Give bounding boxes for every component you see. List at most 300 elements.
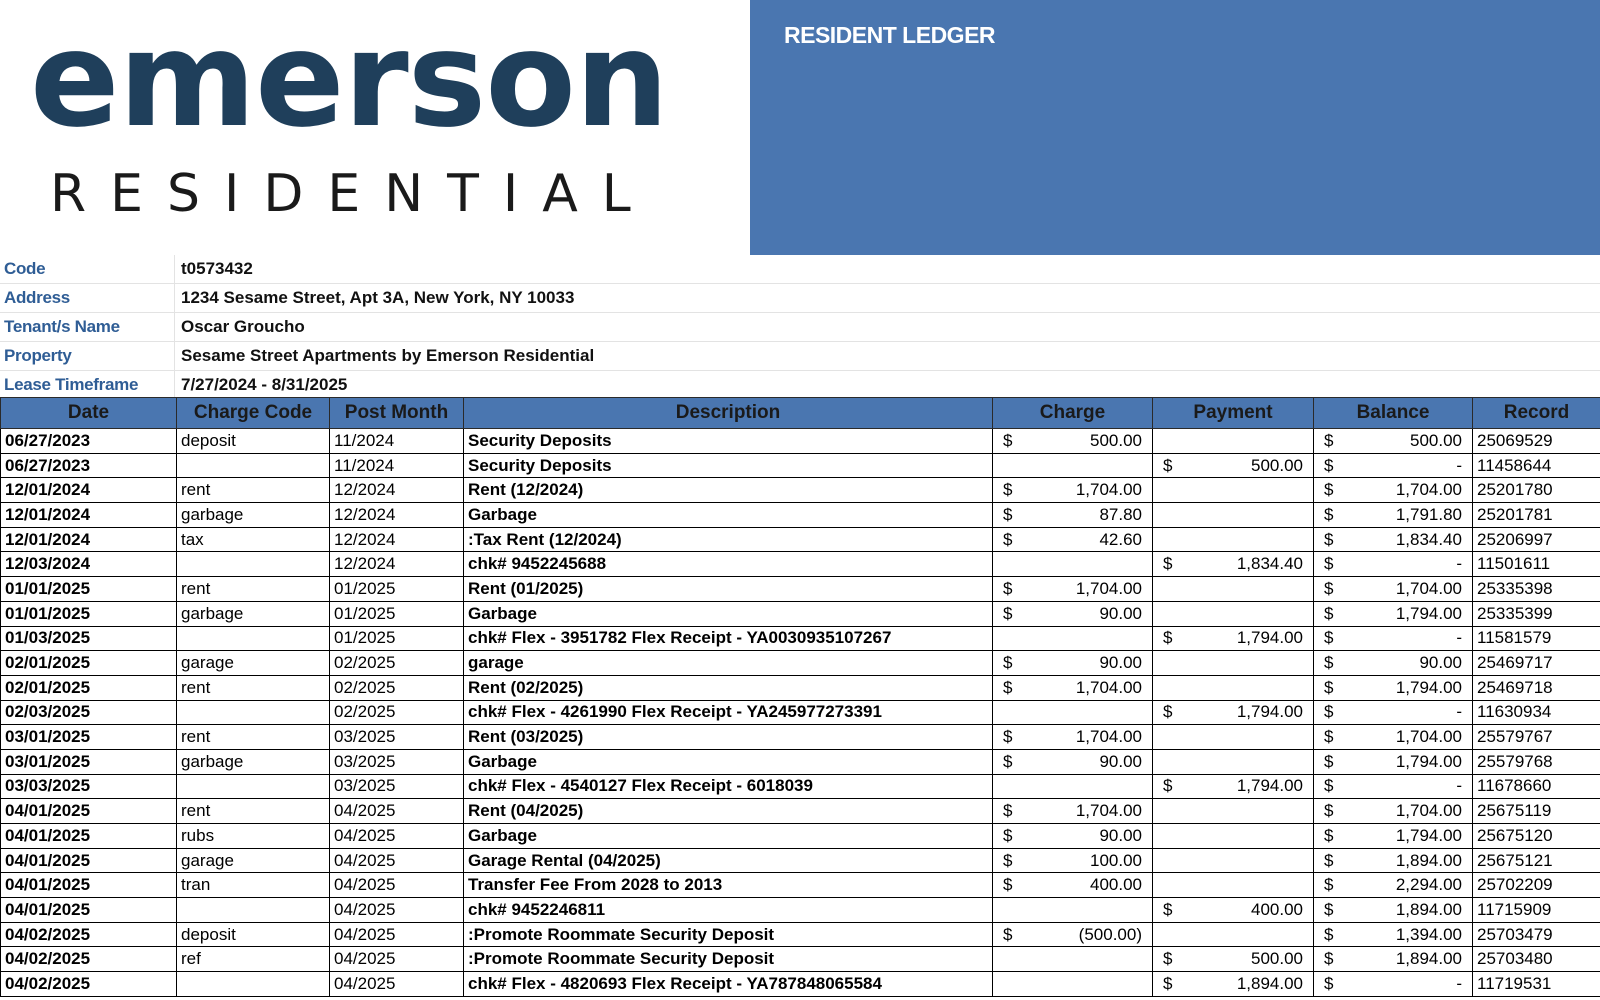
charge-amount: 90.00	[1099, 751, 1142, 771]
logo-wordmark: emerson	[30, 3, 668, 157]
charge-cell	[993, 577, 1153, 602]
info-value: t0573432	[181, 259, 253, 278]
info-label: Code	[0, 255, 175, 283]
charge-cell	[993, 824, 1153, 849]
charge-amount: 42.60	[1099, 529, 1142, 549]
post-cell: 01/2025	[330, 626, 464, 651]
currency-symbol: $	[1003, 603, 1013, 623]
charge-cell	[993, 873, 1153, 898]
balance-amount: 1,794.00	[1395, 751, 1462, 771]
record-cell: 25201780	[1473, 478, 1600, 503]
date-cell: 02/03/2025	[1, 700, 177, 725]
table-row	[1, 675, 1600, 700]
table-header-row	[1, 398, 1600, 429]
charge-cell	[993, 429, 1153, 454]
code-cell: tax	[177, 527, 330, 552]
payment-cell	[1153, 873, 1314, 898]
desc-cell: :Promote Roommate Security Deposit	[464, 947, 993, 972]
charge-amount: 87.80	[1099, 504, 1142, 524]
table-row	[1, 651, 1600, 676]
table-row	[1, 848, 1600, 873]
table-row	[1, 799, 1600, 824]
balance-amount: 1,704.00	[1395, 578, 1462, 598]
record-cell: 25702209	[1473, 873, 1600, 898]
currency-symbol: $	[1324, 899, 1334, 919]
currency-symbol: $	[1003, 850, 1013, 870]
column-header: Record	[1473, 398, 1600, 429]
code-cell: rent	[177, 675, 330, 700]
payment-cell	[1153, 972, 1314, 997]
column-header: Date	[1, 398, 177, 429]
currency-symbol: $	[1324, 430, 1334, 450]
date-cell: 06/27/2023	[1, 429, 177, 454]
record-cell: 25579768	[1473, 749, 1600, 774]
emerson-residential-logo	[0, 0, 750, 255]
record-cell: 25703480	[1473, 947, 1600, 972]
currency-symbol: $	[1324, 751, 1334, 771]
balance-amount: 1,794.00	[1395, 825, 1462, 845]
table-row	[1, 527, 1600, 552]
code-cell: rent	[177, 478, 330, 503]
balance-cell	[1314, 700, 1473, 725]
payment-cell	[1153, 626, 1314, 651]
record-cell: 25675120	[1473, 824, 1600, 849]
desc-cell: Transfer Fee From 2028 to 2013	[464, 873, 993, 898]
balance-cell	[1314, 848, 1473, 873]
currency-symbol: $	[1324, 504, 1334, 524]
payment-cell	[1153, 651, 1314, 676]
table-row	[1, 824, 1600, 849]
charge-amount: 400.00	[1090, 875, 1142, 895]
payment-cell	[1153, 749, 1314, 774]
payment-cell	[1153, 503, 1314, 528]
payment-cell	[1153, 799, 1314, 824]
charge-cell	[993, 799, 1153, 824]
balance-amount: -	[1456, 973, 1462, 993]
balance-cell	[1314, 429, 1473, 454]
info-value: Sesame Street Apartments by Emerson Residential	[181, 346, 595, 365]
payment-amount: 1,894.00	[1236, 973, 1303, 993]
currency-symbol: $	[1324, 776, 1334, 796]
charge-amount: 500.00	[1090, 430, 1142, 450]
charge-cell	[993, 527, 1153, 552]
code-cell	[177, 626, 330, 651]
desc-cell: Rent (12/2024)	[464, 478, 993, 503]
tenant-info-block	[0, 255, 1600, 400]
info-value: Oscar Groucho	[181, 317, 305, 336]
balance-amount: -	[1456, 702, 1462, 722]
currency-symbol: $	[1003, 529, 1013, 549]
charge-cell	[993, 700, 1153, 725]
info-row	[0, 313, 1600, 342]
post-cell: 01/2025	[330, 577, 464, 602]
date-cell: 01/01/2025	[1, 577, 177, 602]
date-cell: 01/01/2025	[1, 601, 177, 626]
charge-amount: 90.00	[1099, 825, 1142, 845]
table-row	[1, 577, 1600, 602]
record-cell: 11630934	[1473, 700, 1600, 725]
date-cell: 12/01/2024	[1, 478, 177, 503]
column-header: Charge	[993, 398, 1153, 429]
table-row	[1, 601, 1600, 626]
balance-cell	[1314, 873, 1473, 898]
date-cell: 04/02/2025	[1, 972, 177, 997]
charge-cell	[993, 453, 1153, 478]
payment-cell	[1153, 429, 1314, 454]
charge-cell	[993, 601, 1153, 626]
info-value: 1234 Sesame Street, Apt 3A, New York, NY 10033	[181, 288, 575, 307]
payment-amount: 1,794.00	[1236, 702, 1303, 722]
table-row	[1, 453, 1600, 478]
balance-amount: 1,894.00	[1395, 949, 1462, 969]
payment-cell	[1153, 848, 1314, 873]
date-cell: 03/01/2025	[1, 725, 177, 750]
balance-amount: 1,794.00	[1395, 603, 1462, 623]
ledger-table	[0, 397, 1600, 997]
record-cell: 11501611	[1473, 552, 1600, 577]
info-row	[0, 342, 1600, 371]
table-row	[1, 873, 1600, 898]
info-row	[0, 284, 1600, 313]
code-cell: garbage	[177, 503, 330, 528]
charge-cell	[993, 478, 1153, 503]
currency-symbol: $	[1003, 801, 1013, 821]
date-cell: 12/01/2024	[1, 503, 177, 528]
table-row	[1, 972, 1600, 997]
currency-symbol: $	[1003, 677, 1013, 697]
column-header: Description	[464, 398, 993, 429]
payment-cell	[1153, 577, 1314, 602]
code-cell: ref	[177, 947, 330, 972]
record-cell: 11678660	[1473, 774, 1600, 799]
info-label: Property	[0, 342, 175, 370]
currency-symbol: $	[1003, 825, 1013, 845]
payment-cell	[1153, 700, 1314, 725]
balance-cell	[1314, 626, 1473, 651]
page-title: RESIDENT LEDGER	[784, 22, 996, 48]
desc-cell: chk# Flex - 4820693 Flex Receipt - YA787848065584	[464, 972, 993, 997]
desc-cell: Rent (03/2025)	[464, 725, 993, 750]
code-cell: rubs	[177, 824, 330, 849]
payment-cell	[1153, 824, 1314, 849]
charge-amount: 1,704.00	[1075, 677, 1142, 697]
date-cell: 04/01/2025	[1, 824, 177, 849]
currency-symbol: $	[1163, 702, 1173, 722]
record-cell: 25206997	[1473, 527, 1600, 552]
date-cell: 04/02/2025	[1, 947, 177, 972]
balance-amount: 1,794.00	[1395, 677, 1462, 697]
balance-cell	[1314, 601, 1473, 626]
payment-cell	[1153, 774, 1314, 799]
charge-cell	[993, 749, 1153, 774]
balance-amount: 500.00	[1410, 430, 1462, 450]
code-cell	[177, 552, 330, 577]
balance-amount: 1,894.00	[1395, 850, 1462, 870]
payment-cell	[1153, 478, 1314, 503]
currency-symbol: $	[1003, 924, 1013, 944]
record-cell: 25675119	[1473, 799, 1600, 824]
post-cell: 03/2025	[330, 774, 464, 799]
code-cell	[177, 898, 330, 923]
date-cell: 06/27/2023	[1, 453, 177, 478]
currency-symbol: $	[1163, 455, 1173, 475]
charge-cell	[993, 898, 1153, 923]
balance-cell	[1314, 898, 1473, 923]
currency-symbol: $	[1324, 480, 1334, 500]
desc-cell: chk# Flex - 4540127 Flex Receipt - 6018039	[464, 774, 993, 799]
charge-cell	[993, 503, 1153, 528]
balance-amount: -	[1456, 628, 1462, 648]
desc-cell: Security Deposits	[464, 453, 993, 478]
balance-cell	[1314, 651, 1473, 676]
currency-symbol: $	[1003, 480, 1013, 500]
date-cell: 12/03/2024	[1, 552, 177, 577]
currency-symbol: $	[1163, 776, 1173, 796]
post-cell: 02/2025	[330, 675, 464, 700]
table-row	[1, 478, 1600, 503]
balance-amount: 1,834.40	[1395, 529, 1462, 549]
table-row	[1, 749, 1600, 774]
code-cell: garbage	[177, 601, 330, 626]
desc-cell: Rent (01/2025)	[464, 577, 993, 602]
record-cell: 25579767	[1473, 725, 1600, 750]
balance-cell	[1314, 725, 1473, 750]
post-cell: 12/2024	[330, 478, 464, 503]
payment-cell	[1153, 453, 1314, 478]
record-cell: 11715909	[1473, 898, 1600, 923]
post-cell: 04/2025	[330, 873, 464, 898]
code-cell	[177, 453, 330, 478]
currency-symbol: $	[1163, 554, 1173, 574]
charge-amount: (500.00)	[1078, 924, 1142, 944]
record-cell: 25703479	[1473, 922, 1600, 947]
table-row	[1, 774, 1600, 799]
date-cell: 04/01/2025	[1, 873, 177, 898]
table-row	[1, 700, 1600, 725]
code-cell	[177, 774, 330, 799]
balance-cell	[1314, 749, 1473, 774]
payment-cell	[1153, 725, 1314, 750]
post-cell: 04/2025	[330, 848, 464, 873]
desc-cell: :Tax Rent (12/2024)	[464, 527, 993, 552]
currency-symbol: $	[1324, 850, 1334, 870]
balance-amount: 2,294.00	[1395, 875, 1462, 895]
balance-cell	[1314, 478, 1473, 503]
desc-cell: :Promote Roommate Security Deposit	[464, 922, 993, 947]
code-cell: rent	[177, 799, 330, 824]
record-cell: 25201781	[1473, 503, 1600, 528]
code-cell: deposit	[177, 429, 330, 454]
table-row	[1, 947, 1600, 972]
code-cell: tran	[177, 873, 330, 898]
code-cell: garage	[177, 848, 330, 873]
column-header: Charge Code	[177, 398, 330, 429]
balance-cell	[1314, 577, 1473, 602]
post-cell: 03/2025	[330, 749, 464, 774]
post-cell: 01/2025	[330, 601, 464, 626]
charge-cell	[993, 552, 1153, 577]
currency-symbol: $	[1163, 899, 1173, 919]
desc-cell: Garbage	[464, 601, 993, 626]
payment-cell	[1153, 552, 1314, 577]
post-cell: 11/2024	[330, 429, 464, 454]
payment-cell	[1153, 947, 1314, 972]
payment-cell	[1153, 527, 1314, 552]
info-row	[0, 371, 1600, 400]
post-cell: 12/2024	[330, 527, 464, 552]
desc-cell: garage	[464, 651, 993, 676]
payment-cell	[1153, 922, 1314, 947]
currency-symbol: $	[1324, 554, 1334, 574]
currency-symbol: $	[1324, 603, 1334, 623]
date-cell: 02/01/2025	[1, 675, 177, 700]
payment-cell	[1153, 898, 1314, 923]
balance-cell	[1314, 675, 1473, 700]
balance-amount: -	[1456, 554, 1462, 574]
code-cell: garbage	[177, 749, 330, 774]
currency-symbol: $	[1324, 875, 1334, 895]
payment-cell	[1153, 675, 1314, 700]
code-cell	[177, 700, 330, 725]
currency-symbol: $	[1003, 430, 1013, 450]
title-banner	[750, 0, 1600, 255]
currency-symbol: $	[1324, 727, 1334, 747]
record-cell: 11719531	[1473, 972, 1600, 997]
record-cell: 25335398	[1473, 577, 1600, 602]
post-cell: 04/2025	[330, 799, 464, 824]
payment-amount: 500.00	[1251, 455, 1303, 475]
logo-subtitle: RESIDENTIAL	[50, 164, 655, 224]
balance-cell	[1314, 774, 1473, 799]
column-header: Post Month	[330, 398, 464, 429]
charge-cell	[993, 848, 1153, 873]
desc-cell: chk# Flex - 3951782 Flex Receipt - YA0030935107267	[464, 626, 993, 651]
table-row	[1, 922, 1600, 947]
charge-cell	[993, 675, 1153, 700]
info-value: 7/27/2024 - 8/31/2025	[181, 375, 348, 394]
date-cell: 03/03/2025	[1, 774, 177, 799]
payment-amount: 500.00	[1251, 949, 1303, 969]
charge-amount: 1,704.00	[1075, 480, 1142, 500]
record-cell: 25469718	[1473, 675, 1600, 700]
post-cell: 03/2025	[330, 725, 464, 750]
balance-amount: 1,704.00	[1395, 480, 1462, 500]
balance-cell	[1314, 799, 1473, 824]
post-cell: 04/2025	[330, 972, 464, 997]
payment-cell	[1153, 601, 1314, 626]
currency-symbol: $	[1324, 628, 1334, 648]
balance-cell	[1314, 552, 1473, 577]
charge-amount: 1,704.00	[1075, 727, 1142, 747]
code-cell: deposit	[177, 922, 330, 947]
desc-cell: Rent (04/2025)	[464, 799, 993, 824]
post-cell: 12/2024	[330, 503, 464, 528]
record-cell: 25675121	[1473, 848, 1600, 873]
table-row	[1, 429, 1600, 454]
payment-amount: 1,834.40	[1236, 554, 1303, 574]
info-label: Lease Timeframe	[0, 371, 175, 399]
currency-symbol: $	[1324, 702, 1334, 722]
info-row	[0, 255, 1600, 284]
balance-cell	[1314, 947, 1473, 972]
balance-cell	[1314, 453, 1473, 478]
date-cell: 04/02/2025	[1, 922, 177, 947]
balance-cell	[1314, 824, 1473, 849]
balance-amount: -	[1456, 455, 1462, 475]
desc-cell: Security Deposits	[464, 429, 993, 454]
info-label: Address	[0, 284, 175, 312]
payment-amount: 400.00	[1251, 899, 1303, 919]
charge-amount: 90.00	[1099, 603, 1142, 623]
currency-symbol: $	[1324, 529, 1334, 549]
balance-amount: 1,894.00	[1395, 899, 1462, 919]
column-header: Balance	[1314, 398, 1473, 429]
code-cell: garage	[177, 651, 330, 676]
desc-cell: chk# Flex - 4261990 Flex Receipt - YA245977273391	[464, 700, 993, 725]
balance-amount: -	[1456, 776, 1462, 796]
post-cell: 12/2024	[330, 552, 464, 577]
payment-amount: 1,794.00	[1236, 628, 1303, 648]
charge-cell	[993, 922, 1153, 947]
charge-cell	[993, 947, 1153, 972]
charge-cell	[993, 725, 1153, 750]
code-cell: rent	[177, 577, 330, 602]
charge-amount: 90.00	[1099, 653, 1142, 673]
table-row	[1, 503, 1600, 528]
balance-amount: 1,394.00	[1395, 924, 1462, 944]
balance-amount: 90.00	[1419, 653, 1462, 673]
currency-symbol: $	[1324, 825, 1334, 845]
post-cell: 11/2024	[330, 453, 464, 478]
balance-amount: 1,704.00	[1395, 801, 1462, 821]
payment-amount: 1,794.00	[1236, 776, 1303, 796]
table-row	[1, 898, 1600, 923]
record-cell: 11458644	[1473, 453, 1600, 478]
date-cell: 04/01/2025	[1, 898, 177, 923]
balance-amount: 1,704.00	[1395, 727, 1462, 747]
table-row	[1, 552, 1600, 577]
column-header: Payment	[1153, 398, 1314, 429]
date-cell: 04/01/2025	[1, 799, 177, 824]
currency-symbol: $	[1003, 653, 1013, 673]
currency-symbol: $	[1324, 801, 1334, 821]
charge-cell	[993, 626, 1153, 651]
record-cell: 25469717	[1473, 651, 1600, 676]
code-cell	[177, 972, 330, 997]
charge-cell	[993, 651, 1153, 676]
date-cell: 04/01/2025	[1, 848, 177, 873]
desc-cell: chk# 9452245688	[464, 552, 993, 577]
desc-cell: Rent (02/2025)	[464, 675, 993, 700]
balance-cell	[1314, 922, 1473, 947]
currency-symbol: $	[1003, 751, 1013, 771]
currency-symbol: $	[1163, 628, 1173, 648]
desc-cell: Garbage	[464, 824, 993, 849]
date-cell: 01/03/2025	[1, 626, 177, 651]
currency-symbol: $	[1003, 578, 1013, 598]
charge-cell	[993, 774, 1153, 799]
desc-cell: Garbage	[464, 503, 993, 528]
currency-symbol: $	[1003, 875, 1013, 895]
balance-cell	[1314, 527, 1473, 552]
date-cell: 03/01/2025	[1, 749, 177, 774]
date-cell: 02/01/2025	[1, 651, 177, 676]
currency-symbol: $	[1324, 653, 1334, 673]
post-cell: 02/2025	[330, 700, 464, 725]
ledger-body	[1, 429, 1600, 997]
balance-cell	[1314, 972, 1473, 997]
currency-symbol: $	[1324, 973, 1334, 993]
